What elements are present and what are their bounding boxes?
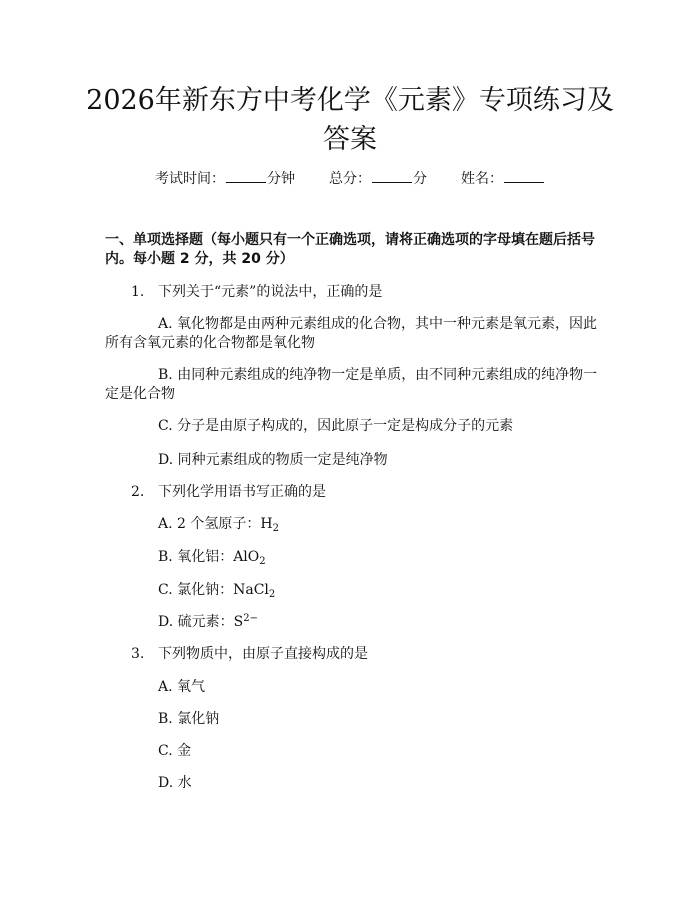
subscript: 2 bbox=[259, 556, 266, 567]
q1-option-a-line1: A. 氧化物都是由两种元素组成的化合物，其中一种元素是氧元素，因此 bbox=[158, 316, 598, 332]
q3-option-a: A. 氧气 bbox=[158, 679, 206, 695]
name-label: 姓名： bbox=[461, 171, 503, 187]
q3-option-c: C. 金 bbox=[158, 743, 192, 759]
time-label: 考试时间： bbox=[155, 171, 225, 187]
q2-option-d bbox=[158, 612, 258, 632]
score-unit: 分 bbox=[413, 171, 427, 187]
score-blank bbox=[372, 169, 412, 183]
q3-option-d: D. 水 bbox=[158, 775, 192, 791]
option-text: C. 氯化钠：NaCl bbox=[158, 582, 269, 598]
q2-option-a bbox=[158, 514, 279, 534]
section-heading-line2: 内。每小题 2 分，共 20 分） bbox=[105, 251, 294, 267]
q2-option-b bbox=[158, 547, 266, 567]
exam-info-row bbox=[0, 169, 700, 189]
document-title-line2: 答案 bbox=[323, 124, 377, 155]
q3-option-b: B. 氯化钠 bbox=[158, 711, 220, 727]
q1-option-b-line1: B. 由同种元素组成的纯净物一定是单质，由不同种元素组成的纯净物一 bbox=[158, 367, 598, 383]
question-3 bbox=[131, 644, 368, 664]
q1-option-c: C. 分子是由原子构成的，因此原子一定是构成分子的元素 bbox=[158, 418, 514, 434]
question-number: 2. bbox=[131, 484, 145, 500]
subscript: 2 bbox=[268, 589, 276, 600]
document-title-line1: 2026年新东方中考化学《元素》专项练习及 bbox=[86, 85, 614, 116]
question-stem: 下列物质中，由原子直接构成的是 bbox=[158, 646, 368, 662]
time-blank bbox=[226, 169, 266, 183]
question-stem: 下列关于“元素”的说法中，正确的是 bbox=[158, 284, 383, 300]
q1-option-a-line2: 所有含氧元素的化合物都是氧化物 bbox=[105, 335, 315, 351]
question-stem: 下列化学用语书写正确的是 bbox=[158, 484, 326, 500]
section-heading-line1: 一、单项选择题（每小题只有一个正确选项，请将正确选项的字母填在题后括号 bbox=[105, 232, 595, 248]
time-unit: 分钟 bbox=[267, 171, 295, 187]
option-text: D. 硫元素：S bbox=[158, 614, 244, 630]
option-text: A. 2 个氢原子：H bbox=[158, 516, 273, 532]
question-number: 1. bbox=[131, 284, 145, 300]
question-number: 3. bbox=[131, 646, 145, 662]
question-2 bbox=[131, 482, 326, 502]
name-blank bbox=[504, 169, 544, 183]
subscript: 2 bbox=[272, 523, 279, 534]
superscript: 2− bbox=[243, 613, 258, 624]
question-1 bbox=[131, 282, 382, 302]
q1-option-d: D. 同种元素组成的物质一定是纯净物 bbox=[158, 452, 388, 468]
q2-option-c bbox=[158, 580, 275, 600]
q1-option-b-line2: 定是化合物 bbox=[105, 386, 175, 402]
option-text: B. 氧化铝：AlO bbox=[158, 549, 260, 565]
score-label: 总分： bbox=[329, 171, 371, 187]
